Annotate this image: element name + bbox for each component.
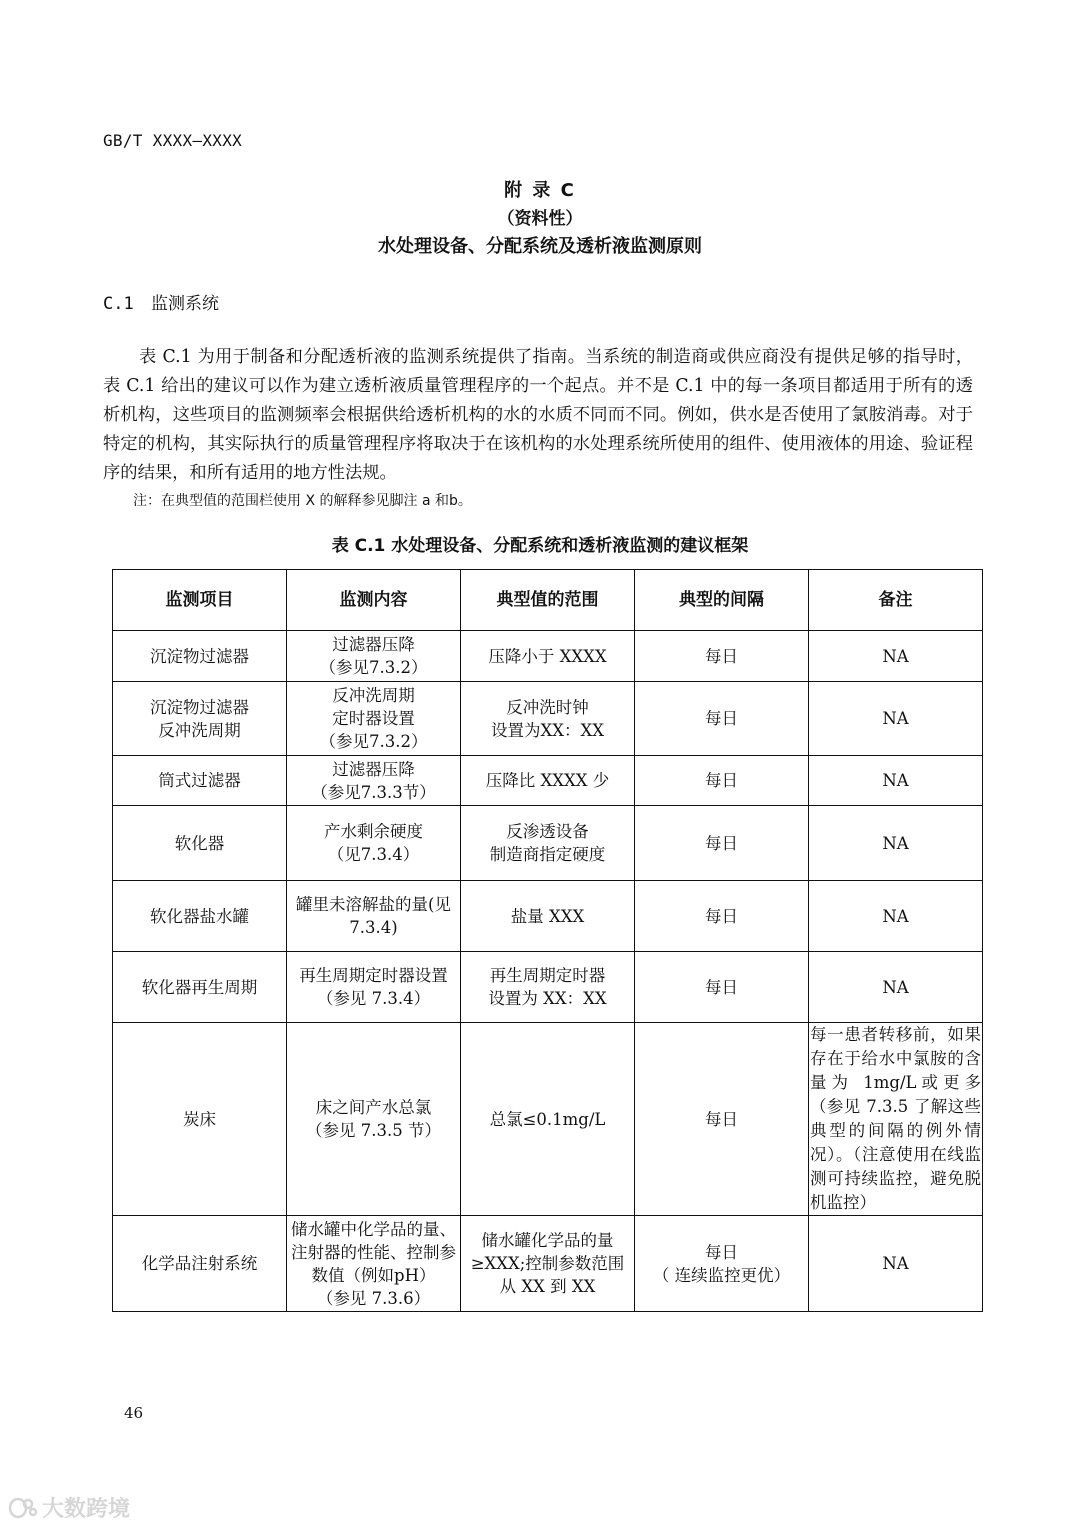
- cell-range: 再生周期定时器 设置为 XX：XX: [461, 952, 635, 1023]
- cell-range: 盐量 XXX: [461, 881, 635, 952]
- cell-item: 沉淀物过滤器 反冲洗周期: [113, 682, 287, 756]
- table-row: [113, 682, 983, 756]
- table-header-row: [113, 570, 983, 631]
- cell-range: 压降小于 XXXX: [461, 631, 635, 682]
- cell-remark: NA: [809, 881, 983, 952]
- cell-remark: NA: [809, 631, 983, 682]
- section-heading: [103, 289, 219, 314]
- cell-interval: 每日: [635, 1023, 809, 1216]
- cell-range: 总氯≤0.1mg/L: [461, 1023, 635, 1216]
- cell-content: 反冲洗周期 定时器设置 （参见7.3.2）: [287, 682, 461, 756]
- cell-item: 沉淀物过滤器: [113, 631, 287, 682]
- appendix-label: 附 录 C: [504, 180, 576, 201]
- table-row: [113, 1023, 983, 1216]
- appendix-title: 水处理设备、分配系统及透析液监测原则: [378, 236, 702, 257]
- cell-remark: NA: [809, 1216, 983, 1312]
- cell-interval: 每日: [635, 682, 809, 756]
- header-typical-interval: 典型的间隔: [635, 570, 809, 631]
- cell-item: 软化器盐水罐: [113, 881, 287, 952]
- cell-interval: 每日 （ 连续监控更优）: [635, 1216, 809, 1312]
- table-caption: 表 C.1 水处理设备、分配系统和透析液监测的建议框架: [331, 536, 749, 556]
- cell-content: 床之间产水总氯 （参见 7.3.5 节）: [287, 1023, 461, 1216]
- cell-remark: NA: [809, 806, 983, 881]
- section-number: C.1: [103, 294, 134, 314]
- cell-content: 储水罐中化学品的量、注射器的性能、控制参数值（例如pH） （参见 7.3.6）: [287, 1216, 461, 1312]
- cell-interval: 每日: [635, 881, 809, 952]
- watermark-logo-icon: [8, 1495, 38, 1521]
- section-title: 监测系统: [151, 294, 219, 314]
- cell-range: 储水罐化学品的量 ≥XXX;控制参数范围 从 XX 到 XX: [461, 1216, 635, 1312]
- standard-code: GB/T XXXX—XXXX: [103, 131, 243, 150]
- appendix-type: （资料性）: [497, 209, 583, 229]
- cell-item: 软化器: [113, 806, 287, 881]
- cell-interval: 每日: [635, 756, 809, 806]
- page-number: 46: [124, 1404, 144, 1422]
- cell-content: 罐里未溶解盐的量(见 7.3.4): [287, 881, 461, 952]
- cell-interval: 每日: [635, 631, 809, 682]
- cell-interval: 每日: [635, 952, 809, 1023]
- cell-remark: NA: [809, 682, 983, 756]
- cell-item: 软化器再生周期: [113, 952, 287, 1023]
- cell-content: 过滤器压降 （参见7.3.2）: [287, 631, 461, 682]
- table-row: [113, 631, 983, 682]
- cell-remark: NA: [809, 952, 983, 1023]
- table-row: [113, 952, 983, 1023]
- cell-range: 反冲洗时钟 设置为XX：XX: [461, 682, 635, 756]
- cell-remark: NA: [809, 756, 983, 806]
- table-row: [113, 756, 983, 806]
- table-row: [113, 881, 983, 952]
- monitoring-table: [112, 569, 983, 1312]
- cell-remark: 每一患者转移前，如果存在于给水中氯胺的含量为 1mg/L或更多（参见 7.3.5 了解这些典型的间隔的例外情况）。（注意使用在线监测可持续监控，避免脱机监控）: [809, 1023, 983, 1216]
- watermark: [8, 1492, 130, 1523]
- cell-content: 过滤器压降 （参见7.3.3节）: [287, 756, 461, 806]
- cell-item: 炭床: [113, 1023, 287, 1216]
- cell-item: 筒式过滤器: [113, 756, 287, 806]
- intro-paragraph: 表 C.1 为用于制备和分配透析液的监测系统提供了指南。当系统的制造商或供应商没有提供足够的指导时，表 C.1 给出的建议可以作为建立透析液质量管理程序的一个起点。并不是 C.1 中的每一条项目都适用于所有的透析机构，这些项目的监测频率会根据供给透析机构的水的水质不同而不同。例如，供水是否使用了氯胺消毒。对于特定的机构，其实际执行的质量管理程序将取决于在该机构的水处理系统所使用的组件、使用液体的用途、验证程序的结果，和所有适用的地方性法规。: [103, 347, 973, 483]
- header-item: 监测项目: [113, 570, 287, 631]
- header-typical-range: 典型值的范围: [461, 570, 635, 631]
- header-content: 监测内容: [287, 570, 461, 631]
- cell-range: 压降比 XXXX 少: [461, 756, 635, 806]
- cell-range: 反渗透设备 制造商指定硬度: [461, 806, 635, 881]
- cell-content: 产水剩余硬度 （见7.3.4）: [287, 806, 461, 881]
- header-remark: 备注: [809, 570, 983, 631]
- table-row: [113, 806, 983, 881]
- cell-item: 化学品注射系统: [113, 1216, 287, 1312]
- table-row: [113, 1216, 983, 1312]
- cell-content: 再生周期定时器设置 （参见 7.3.4）: [287, 952, 461, 1023]
- watermark-text: 大数跨境: [42, 1497, 131, 1522]
- cell-interval: 每日: [635, 806, 809, 881]
- note: 注：在典型值的范围栏使用 X 的解释参见脚注 a 和b。: [133, 493, 472, 509]
